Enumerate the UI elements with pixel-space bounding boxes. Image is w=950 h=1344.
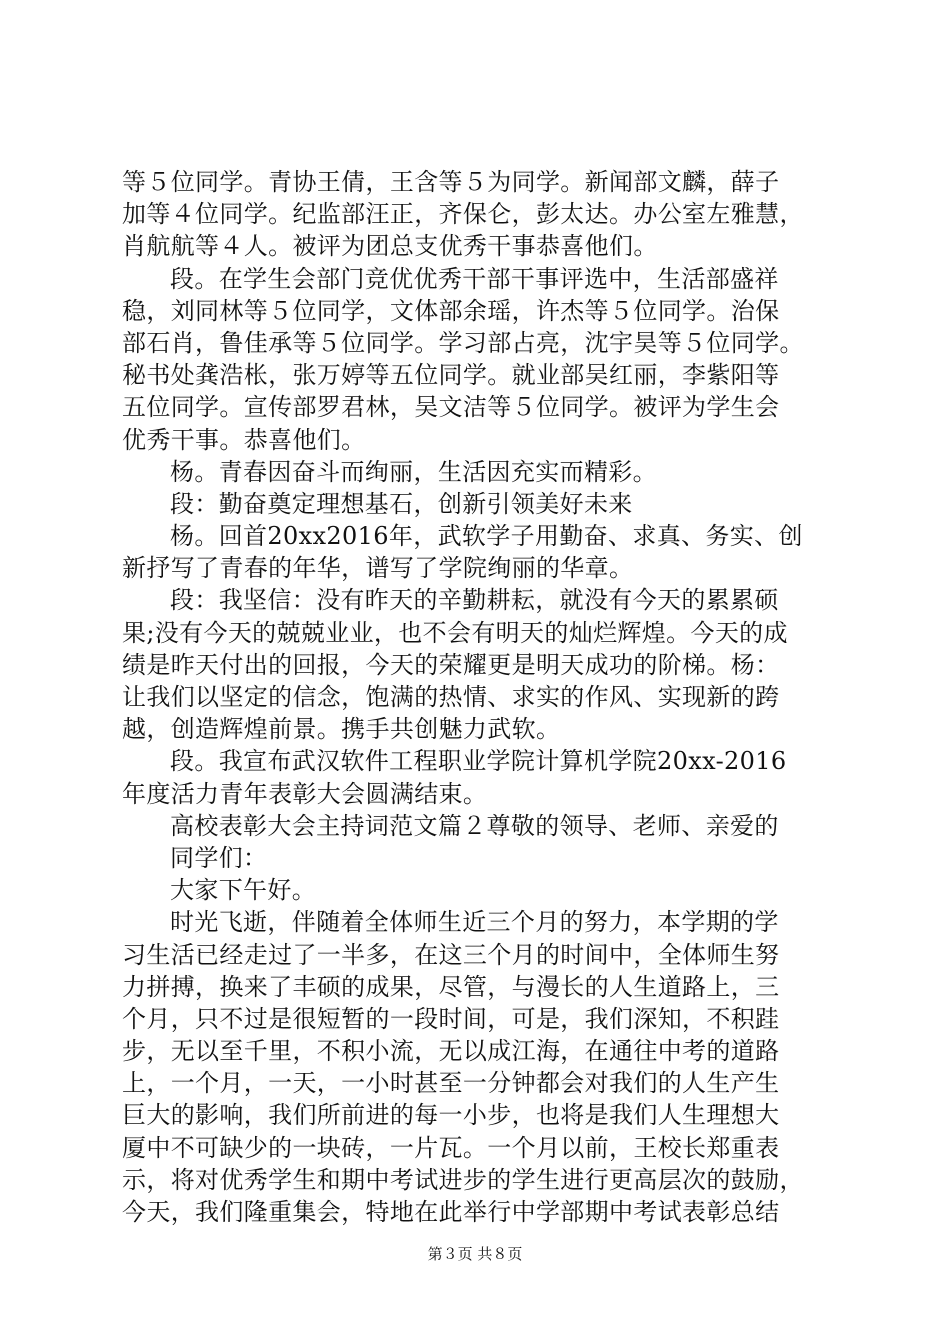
text-line: 越，创造辉煌前景。携手共创魅力武软。	[122, 715, 561, 744]
text-line: 厦中不可缺少的一块砖，一片瓦。一个月以前，王校长郑重表	[122, 1133, 780, 1162]
text-line: 时光飞逝，伴随着全体师生近三个月的努力，本学期的学	[170, 908, 779, 937]
text-line: 段。我宣布武汉软件工程职业学院计算机学院20xx-2016	[170, 747, 787, 776]
text-line: 上，一个月，一天，一小时甚至一分钟都会对我们的人生产生	[122, 1069, 780, 1098]
text-line: 今天，我们隆重集会，特地在此举行中学部期中考试表彰总结	[122, 1198, 780, 1226]
text-line: 杨。回首20xx2016年，武软学子用勤奋、求真、务实、创	[170, 522, 803, 551]
text-line: 绩是昨天付出的回报，今天的荣耀更是明天成功的阶梯。杨：	[122, 650, 780, 679]
text-line: 步，无以至千里，不积小流，无以成江海，在通往中考的道路	[122, 1037, 780, 1066]
text-line: 巨大的影响，我们所前进的每一小步，也将是我们人生理想大	[122, 1101, 780, 1130]
text-line: 让我们以坚定的信念，饱满的热情、求实的作风、实现新的跨	[122, 683, 780, 711]
text-line: 习生活已经走过了一半多，在这三个月的时间中，全体师生努	[122, 940, 780, 969]
text-line: 优秀干事。恭喜他们。	[122, 425, 366, 454]
text-line: 部石肖，鲁佳承等５位同学。学习部占亮，沈宇昊等５位同学。	[122, 328, 804, 357]
page-number-footer: 第３页 共８页	[427, 1245, 523, 1263]
text-line: 等５位同学。青协王倩，王含等５为同学。新闻部文麟，薛子	[122, 168, 780, 196]
text-line: 段。在学生会部门竞优优秀干部干事评选中，生活部盛祥	[170, 264, 779, 293]
text-line: 年度活力青年表彰大会圆满结束。	[122, 779, 488, 808]
text-line: 示，将对优秀学生和期中考试进步的学生进行更高层次的鼓励，	[122, 1165, 804, 1194]
text-line: 同学们：	[170, 843, 268, 872]
text-line: 新抒写了青春的年华，谱写了学院绚丽的华章。	[122, 554, 634, 583]
text-line: 个月，只不过是很短暂的一段时间，可是，我们深知，不积跬	[122, 1004, 780, 1033]
text-line: 秘书处龚浩枨，张万婷等五位同学。就业部吴红丽，李紫阳等	[122, 361, 780, 390]
text-line: 果;没有今天的兢兢业业，也不会有明天的灿烂辉煌。今天的成	[122, 618, 788, 647]
text-line: 力拼搏，换来了丰硕的成果，尽管，与漫长的人生道路上，三	[122, 972, 780, 1001]
text-line: 段：勤奋奠定理想基石，创新引领美好未来	[170, 489, 633, 518]
text-line: 加等４位同学。纪监部汪正，齐保仑，彭太达。办公室左雅慧，	[122, 200, 804, 229]
text-line: 高校表彰大会主持词范文篇２尊敬的领导、老师、亲爱的	[170, 811, 779, 840]
text-line: 肖航航等４人。被评为团总支优秀干事恭喜他们。	[122, 232, 658, 261]
text-line: 大家下午好。	[170, 876, 317, 905]
text-line: 杨。青春因奋斗而绚丽，生活因充实而精彩。	[170, 457, 657, 486]
text-line: 五位同学。宣传部罗君林，吴文洁等５位同学。被评为学生会	[122, 393, 780, 422]
text-line: 稳，刘同林等５位同学，文体部余瑶，许杰等５位同学。治保	[122, 296, 780, 325]
document-body	[122, 166, 834, 1228]
text-line: 段：我坚信：没有昨天的辛勤耕耘，就没有今天的累累硕	[170, 586, 779, 615]
